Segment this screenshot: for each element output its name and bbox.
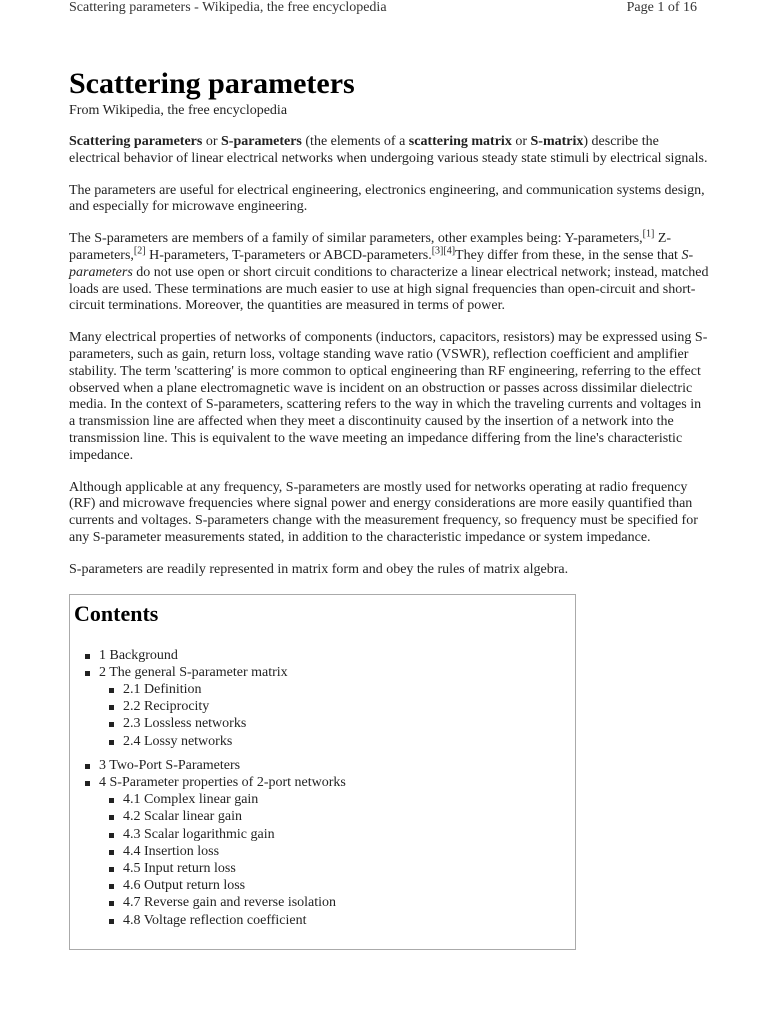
toc-subitem[interactable]: 2.3 Lossless networks [99,715,571,732]
toc-subitem[interactable]: 2.2 Reciprocity [99,698,571,715]
toc-subitem[interactable]: 4.4 Insertion loss [99,843,571,860]
term-scattering-parameters: Scattering parameters [69,134,203,149]
paragraph-properties: Many electrical properties of networks of components (inductors, capacitors, resistors) may be expressed using S-parameters, such as gain, return loss, voltage standing wave ratio (VSWR), reflection coefficient and amplifier stability. The term 'scattering' is more common to optical engineering than RF engineering, referring to the effect observed when a plane electromagnetic wave is incident on an obstruction or passes across dissimilar dielectric media. In the context of S-parameters, scattering refers to the way in which the traveling currents and voltages in a transmission line are affected when they meet a discontinuity caused by the insertion of a network into the transmission line. This is equivalent to the wave meeting an impedance differing from the line's characteristic impedance. [69,330,708,463]
paragraph-family: The S-parameters are members of a family of similar parameters, other examples being: Y-parameters,[1] Z-parameters,[2] H-parameters, T-parameters or ABCD-parameters.[3][4]They differ from these, in the sense that S-parameters do not use open or short circuit conditions to characterize a linear electrical network; instead, matched loads are used. These terminations are much easier to use at high signal frequencies than open-circuit and short-circuit terminations. Moreover, the quantities are measured in terms of power. [69,228,709,314]
term-scattering-matrix: scattering matrix [408,134,512,149]
table-of-contents [69,594,576,950]
toc-subitem[interactable]: 4.1 Complex linear gain [99,791,571,808]
paragraph-matrix: S-parameters are readily represented in matrix form and obey the rules of matrix algebra. [69,561,569,577]
toc-list [74,647,571,929]
toc-subitem[interactable]: 4.3 Scalar logarithmic gain [99,826,571,843]
print-header [69,0,697,20]
page-indicator: Page 1 of 16 [626,0,697,15]
toc-item[interactable]: 2 The general S-parameter matrix 2.1 Definition 2.2 Reciprocity 2.3 Lossless networks 2.4 Lossy networks [74,664,571,750]
toc-sublist [99,791,571,929]
toc-subitem[interactable]: 4.8 Voltage reflection coefficient [99,912,571,929]
ref-link-3-4[interactable]: [3][4] [431,245,456,257]
article-body [69,66,709,950]
paragraph-intro: Scattering parameters or S-parameters (the elements of a scattering matrix or S-matrix) describe the electrical behavior of linear electrical networks when undergoing various steady state stimuli by electrical signals. [69,134,708,166]
paragraph-usage: The parameters are useful for electrical engineering, electronics engineering, and communication systems design, and especially for microwave engineering. [69,182,705,215]
toc-subitem[interactable]: 4.5 Input return loss [99,860,571,877]
toc-item[interactable]: 3 Two-Port S-Parameters [74,757,571,774]
toc-subitem[interactable]: 2.1 Definition [99,681,571,698]
toc-subitem[interactable]: 2.4 Lossy networks [99,733,571,750]
toc-subitem[interactable]: 4.6 Output return loss [99,877,571,894]
ref-link-1[interactable]: [1] [642,228,655,240]
toc-sublist [99,681,571,750]
paragraph-frequency: Although applicable at any frequency, S-parameters are mostly used for networks operating at radio frequency (RF) and microwave frequencies where signal power and energy considerations are more easily quantified than currents and voltages. S-parameters change with the measurement frequency, so frequency must be specified for any S-parameter measurements stated, in addition to the characteristic impedance or system impedance. [69,479,698,545]
term-s-parameters: S-parameters [221,134,302,149]
page-title: Scattering parameters [69,67,355,100]
term-s-matrix: S-matrix [530,134,584,149]
toc-heading: Contents [74,600,159,626]
ref-link-2[interactable]: [2] [133,245,146,257]
toc-item[interactable]: 1 Background [74,647,571,664]
print-header-title: Scattering parameters - Wikipedia, the free encyclopedia [69,0,387,15]
toc-item[interactable]: 4 S-Parameter properties of 2-port networks 4.1 Complex linear gain 4.2 Scalar linear gain 4.3 Scalar logarithmic gain 4.4 Insertion loss 4.5 Input return loss 4.6 Output return loss 4.7 Reverse gain and reverse isolation 4.8 Voltage reflection coefficient [74,774,571,929]
page-subtitle: From Wikipedia, the free encyclopedia [69,103,288,118]
toc-subitem[interactable]: 4.2 Scalar linear gain [99,808,571,825]
toc-subitem[interactable]: 4.7 Reverse gain and reverse isolation [99,894,571,911]
